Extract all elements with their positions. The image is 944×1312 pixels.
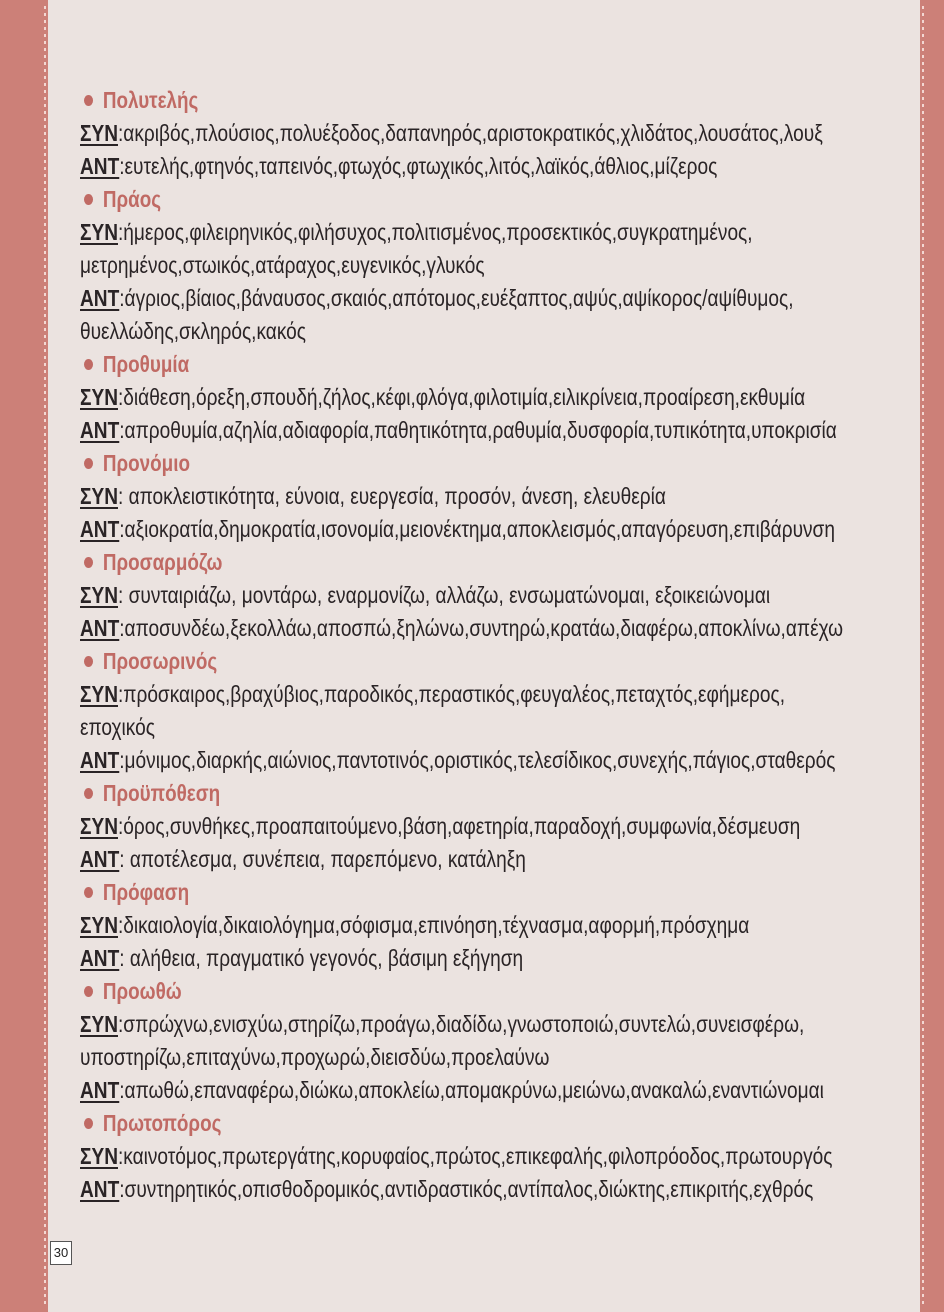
syn-label: ΣΥΝ bbox=[80, 1011, 118, 1037]
synonyms-line bbox=[80, 1008, 805, 1041]
antonyms-line bbox=[80, 843, 774, 876]
synonyms-line bbox=[80, 1140, 833, 1173]
bullet-icon bbox=[84, 788, 93, 799]
synonyms-line bbox=[80, 1041, 774, 1074]
ant-label: ΑΝΤ bbox=[80, 945, 120, 971]
syn-label: ΣΥΝ bbox=[80, 1143, 118, 1169]
bullet-icon bbox=[84, 887, 93, 898]
syn-label: ΣΥΝ bbox=[80, 681, 118, 707]
bullet-icon bbox=[84, 359, 93, 370]
antonyms-text: : αλήθεια, πραγματικό γεγονός, βάσιμη εξήγηση bbox=[119, 945, 524, 971]
synonyms-line bbox=[80, 678, 786, 711]
entry-term-text: Προθυμία bbox=[102, 351, 190, 377]
antonyms-line bbox=[80, 414, 837, 447]
bullet-icon bbox=[84, 194, 93, 205]
entry-term bbox=[84, 975, 766, 1008]
antonyms-text: :άγριος,βίαιος,βάναυσος,σκαιός,απότομος,ευέξαπτος,αψύς,αψίκορος/αψίθυμος, bbox=[119, 285, 794, 311]
synonyms-text: :πρόσκαιρος,βραχύβιος,παροδικός,περαστικός,φευγαλέος,πεταχτός,εφήμερος, bbox=[117, 681, 786, 707]
bullet-icon bbox=[84, 656, 93, 667]
antonyms-text: :απωθώ,επαναφέρω,διώκω,αποκλείω,απομακρύνω,μειώνω,ανακαλώ,εναντιώνομαι bbox=[119, 1077, 824, 1103]
synonyms-line bbox=[80, 117, 823, 150]
ant-label: ΑΝΤ bbox=[80, 516, 120, 542]
synonyms-text: :καινοτόμος,πρωτεργάτης,κορυφαίος,πρώτος,επικεφαλής,φιλοπρόοδος,πρωτουργός bbox=[117, 1143, 833, 1169]
entry-term-text: Προσαρμόζω bbox=[102, 549, 223, 575]
synonyms-line bbox=[80, 579, 774, 612]
synonyms-text: :σπρώχνω,ενισχύω,στηρίζω,προάγω,διαδίδω,γνωστοποιώ,συντελώ,συνεισφέρω, bbox=[117, 1011, 805, 1037]
synonyms-line bbox=[80, 216, 774, 249]
synonyms-text: μετρημένος,στωικός,ατάραχος,ευγενικός,γλυκός bbox=[80, 252, 485, 278]
syn-label: ΣΥΝ bbox=[80, 483, 118, 509]
entry-term-text: Πρόφαση bbox=[102, 879, 190, 905]
entry-term bbox=[84, 183, 766, 216]
antonyms-line bbox=[80, 942, 774, 975]
syn-label: ΣΥΝ bbox=[80, 384, 118, 410]
entry-term bbox=[84, 84, 766, 117]
entry-term-text: Προϋπόθεση bbox=[102, 780, 221, 806]
entry-term bbox=[84, 645, 766, 678]
ant-label: ΑΝΤ bbox=[80, 417, 120, 443]
antonyms-text: :απροθυμία,αζηλία,αδιαφορία,παθητικότητα,ραθυμία,δυσφορία,τυπικότητα,υποκρισία bbox=[119, 417, 837, 443]
synonyms-line bbox=[80, 381, 806, 414]
synonyms-text: :δικαιολογία,δικαιολόγημα,σόφισμα,επινόηση,τέχνασμα,αφορμή,πρόσχημα bbox=[117, 912, 750, 938]
synonyms-line bbox=[80, 810, 801, 843]
entry-term-text: Προνόμιο bbox=[102, 450, 190, 476]
synonyms-line bbox=[80, 711, 774, 744]
antonyms-text: :ευτελής,φτηνός,ταπεινός,φτωχός,φτωχικός,λιτός,λαϊκός,άθλιος,μίζερος bbox=[119, 153, 718, 179]
ant-label: ΑΝΤ bbox=[80, 846, 120, 872]
antonyms-text: : αποτέλεσμα, συνέπεια, παρεπόμενο, κατάληξη bbox=[119, 846, 526, 872]
entry-term-text: Πράος bbox=[102, 186, 162, 212]
antonyms-line bbox=[80, 1074, 824, 1107]
entry-term bbox=[84, 348, 766, 381]
bullet-icon bbox=[84, 557, 93, 568]
synonyms-text: εποχικός bbox=[80, 714, 155, 740]
syn-label: ΣΥΝ bbox=[80, 813, 118, 839]
page-number: 30 bbox=[50, 1241, 72, 1265]
entry-term bbox=[84, 447, 766, 480]
synonyms-text: :όρος,συνθήκες,προαπαιτούμενο,βάση,αφετηρία,παραδοχή,συμφωνία,δέσμευση bbox=[117, 813, 801, 839]
entry-term-text: Πολυτελής bbox=[102, 87, 199, 113]
ant-label: ΑΝΤ bbox=[80, 615, 120, 641]
syn-label: ΣΥΝ bbox=[80, 219, 118, 245]
antonyms-line bbox=[80, 513, 835, 546]
entry-term bbox=[84, 1107, 766, 1140]
synonyms-line bbox=[80, 909, 774, 942]
synonyms-text: :ακριβός,πλούσιος,πολυέξοδος,δαπανηρός,αριστοκρατικός,χλιδάτος,λουσάτος,λουξ bbox=[117, 120, 823, 146]
synonyms-text: : αποκλειστικότητα, εύνοια, ευεργεσία, προσόν, άνεση, ελευθερία bbox=[117, 483, 666, 509]
synonyms-text: :διάθεση,όρεξη,σπουδή,ζήλος,κέφι,φλόγα,φιλοτιμία,ειλικρίνεια,προαίρεση,εκθυμία bbox=[117, 384, 806, 410]
synonyms-line bbox=[80, 480, 774, 513]
bullet-icon bbox=[84, 986, 93, 997]
bullet-icon bbox=[84, 1118, 93, 1129]
antonyms-line bbox=[80, 1173, 814, 1206]
ant-label: ΑΝΤ bbox=[80, 1176, 120, 1202]
antonyms-text: :μόνιμος,διαρκής,αιώνιος,παντοτινός,οριστικός,τελεσίδικος,συνεχής,πάγιος,σταθερός bbox=[119, 747, 836, 773]
ant-label: ΑΝΤ bbox=[80, 285, 120, 311]
antonyms-line bbox=[80, 315, 774, 348]
antonyms-line bbox=[80, 150, 774, 183]
syn-label: ΣΥΝ bbox=[80, 120, 118, 146]
antonyms-text: :αποσυνδέω,ξεκολλάω,αποσπώ,ξηλώνω,συντηρώ,κρατάω,διαφέρω,αποκλίνω,απέχω bbox=[119, 615, 843, 641]
entry-term bbox=[84, 876, 766, 909]
entry-term-text: Προσωρινός bbox=[102, 648, 218, 674]
entry-term bbox=[84, 777, 766, 810]
ant-label: ΑΝΤ bbox=[80, 1077, 120, 1103]
right-stitch-border bbox=[922, 6, 924, 1306]
antonyms-text: :αξιοκρατία,δημοκρατία,ισονομία,μειονέκτημα,αποκλεισμός,απαγόρευση,επιβάρυνση bbox=[119, 516, 835, 542]
entry-term bbox=[84, 546, 766, 579]
antonyms-text: θυελλώδης,σκληρός,κακός bbox=[80, 318, 306, 344]
synonyms-line bbox=[80, 249, 774, 282]
synonym-antonym-list bbox=[80, 84, 916, 1206]
entry-term-text: Πρωτοπόρος bbox=[102, 1110, 222, 1136]
ant-label: ΑΝΤ bbox=[80, 747, 120, 773]
entry-term-text: Προωθώ bbox=[102, 978, 182, 1004]
synonyms-text: :ήμερος,φιλειρηνικός,φιλήσυχος,πολιτισμένος,προσεκτικός,συγκρατημένος, bbox=[117, 219, 753, 245]
bullet-icon bbox=[84, 95, 93, 106]
left-stitch-border bbox=[44, 6, 46, 1306]
syn-label: ΣΥΝ bbox=[80, 912, 118, 938]
ant-label: ΑΝΤ bbox=[80, 153, 120, 179]
syn-label: ΣΥΝ bbox=[80, 582, 118, 608]
synonyms-text: υποστηρίζω,επιταχύνω,προχωρώ,διεισδύω,προελαύνω bbox=[80, 1044, 550, 1070]
bullet-icon bbox=[84, 458, 93, 469]
antonyms-line bbox=[80, 612, 843, 645]
antonyms-line bbox=[80, 282, 794, 315]
antonyms-line bbox=[80, 744, 836, 777]
synonyms-text: : συνταιριάζω, μοντάρω, εναρμονίζω, αλλάζω, ενσωματώνομαι, εξοικειώνομαι bbox=[117, 582, 771, 608]
antonyms-text: :συντηρητικός,οπισθοδρομικός,αντιδραστικός,αντίπαλος,διώκτης,επικριτής,εχθρός bbox=[119, 1176, 814, 1202]
